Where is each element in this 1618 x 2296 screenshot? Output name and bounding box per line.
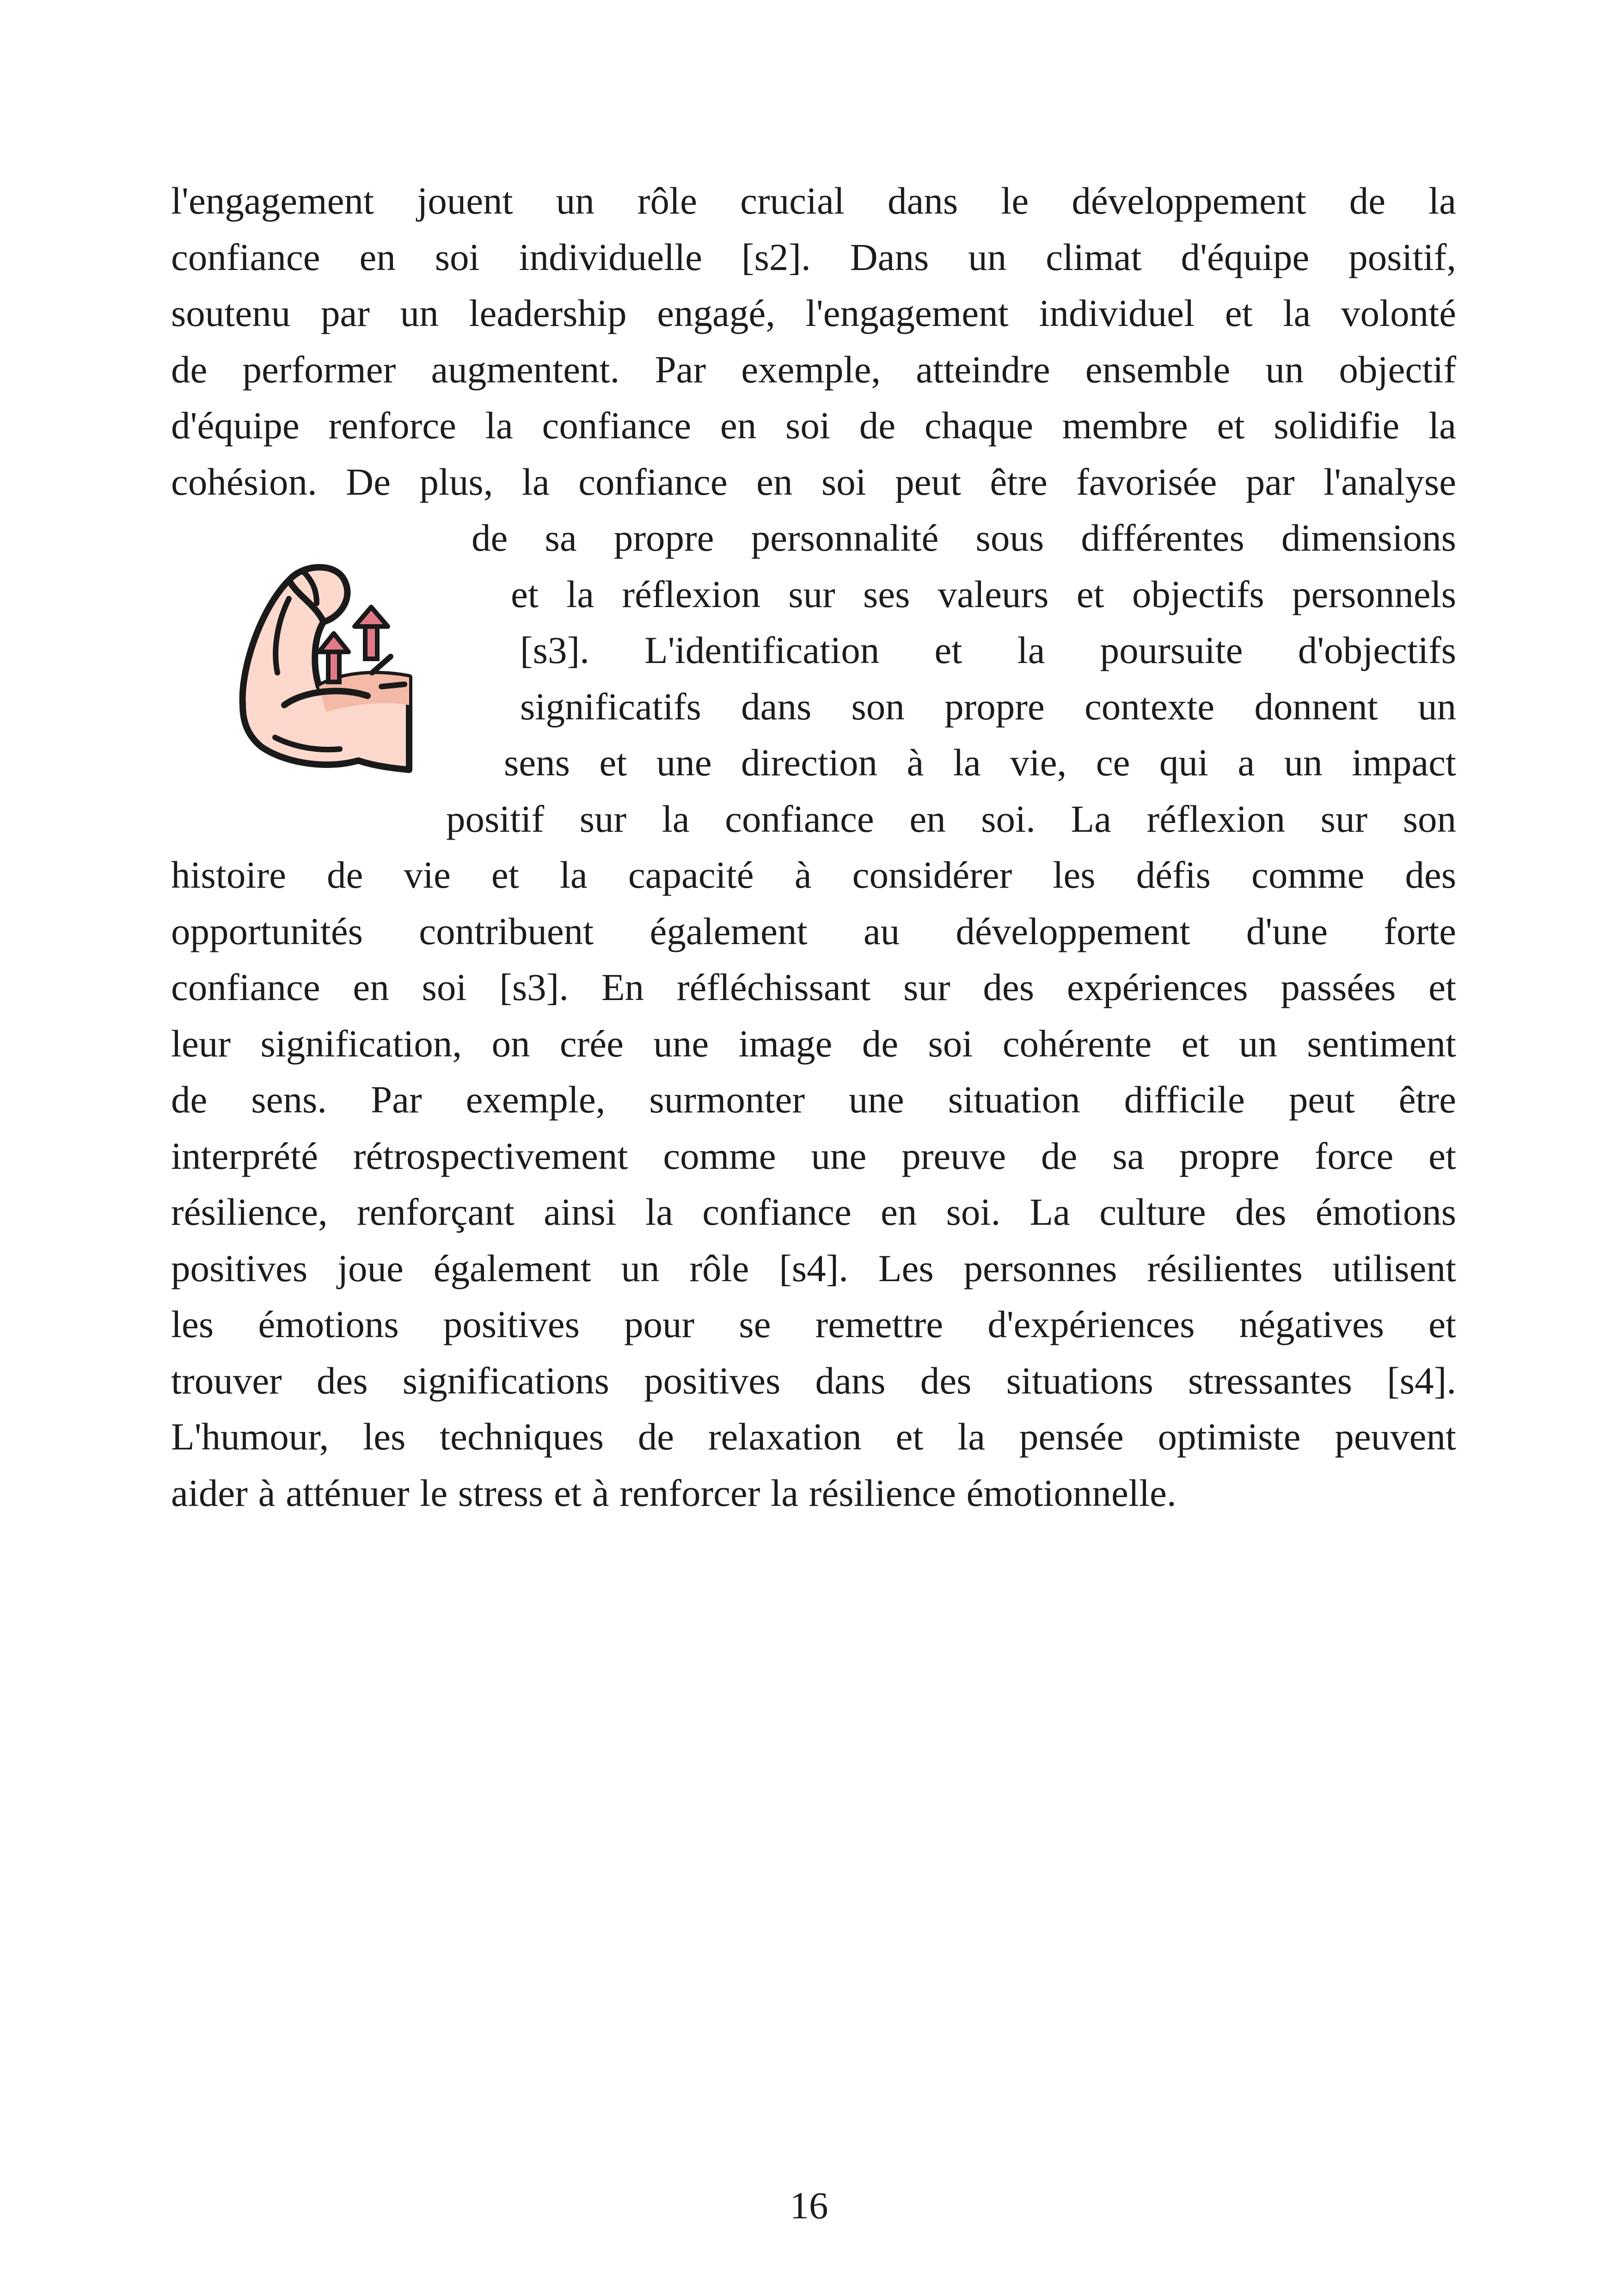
text-line: de sens. Par exemple, surmonter une situation difficile peut être bbox=[171, 1078, 1456, 1121]
text-line: positif sur la confiance en soi. La réflexion sur son bbox=[446, 797, 1456, 840]
text-line: d'équipe renforce la confiance en soi de chaque membre et solidifie la bbox=[171, 404, 1456, 447]
text-line: opportunités contribuent également au développement d'une forte bbox=[171, 909, 1456, 952]
text-line: l'engagement jouent un rôle crucial dans le développement de la bbox=[171, 179, 1456, 222]
text-line: trouver des significations positives dans des situations stressantes [s4]. bbox=[171, 1359, 1456, 1402]
text-line: leur signification, on crée une image de soi cohérente et un sentiment bbox=[171, 1022, 1456, 1065]
text-line: et la réflexion sur ses valeurs et objectifs personnels bbox=[511, 572, 1456, 615]
text-line: soutenu par un leadership engagé, l'engagement individuel et la volonté bbox=[171, 292, 1456, 334]
text-line: de sa propre personnalité sous différentes dimensions bbox=[472, 516, 1456, 559]
text-line: [s3]. L'identification et la poursuite d'objectifs bbox=[520, 629, 1456, 671]
text-line: résilience, renforçant ainsi la confiance en soi. La culture des émotions bbox=[171, 1191, 1456, 1233]
text-line: confiance en soi [s3]. En réfléchissant sur des expériences passées et bbox=[171, 966, 1456, 1008]
text-line: de performer augmentent. Par exemple, atteindre ensemble un objectif bbox=[171, 348, 1456, 391]
body-text bbox=[171, 173, 1456, 1521]
flexed-arm-with-up-arrows-icon bbox=[233, 553, 418, 784]
text-line: L'humour, les techniques de relaxation et la pensée optimiste peuvent bbox=[171, 1415, 1456, 1458]
page-number: 16 bbox=[790, 2184, 828, 2227]
text-line: les émotions positives pour se remettre d'expériences négatives et bbox=[171, 1303, 1456, 1345]
text-line: significatifs dans son propre contexte donnent un bbox=[520, 685, 1456, 728]
text-line: cohésion. De plus, la confiance en soi peut être favorisée par l'analyse bbox=[171, 460, 1456, 503]
text-line: interprété rétrospectivement comme une preuve de sa propre force et bbox=[171, 1134, 1456, 1177]
text-line: aider à atténuer le stress et à renforcer la résilience émotionnelle. bbox=[171, 1471, 1177, 1514]
text-line: histoire de vie et la capacité à considérer les défis comme des bbox=[171, 853, 1456, 896]
text-line: positives joue également un rôle [s4]. Les personnes résilientes utilisent bbox=[171, 1246, 1456, 1289]
text-line: sens et une direction à la vie, ce qui a un impact bbox=[504, 741, 1456, 784]
text-line: confiance en soi individuelle [s2]. Dans un climat d'équipe positif, bbox=[171, 235, 1456, 278]
up-arrow-icon bbox=[355, 607, 388, 659]
